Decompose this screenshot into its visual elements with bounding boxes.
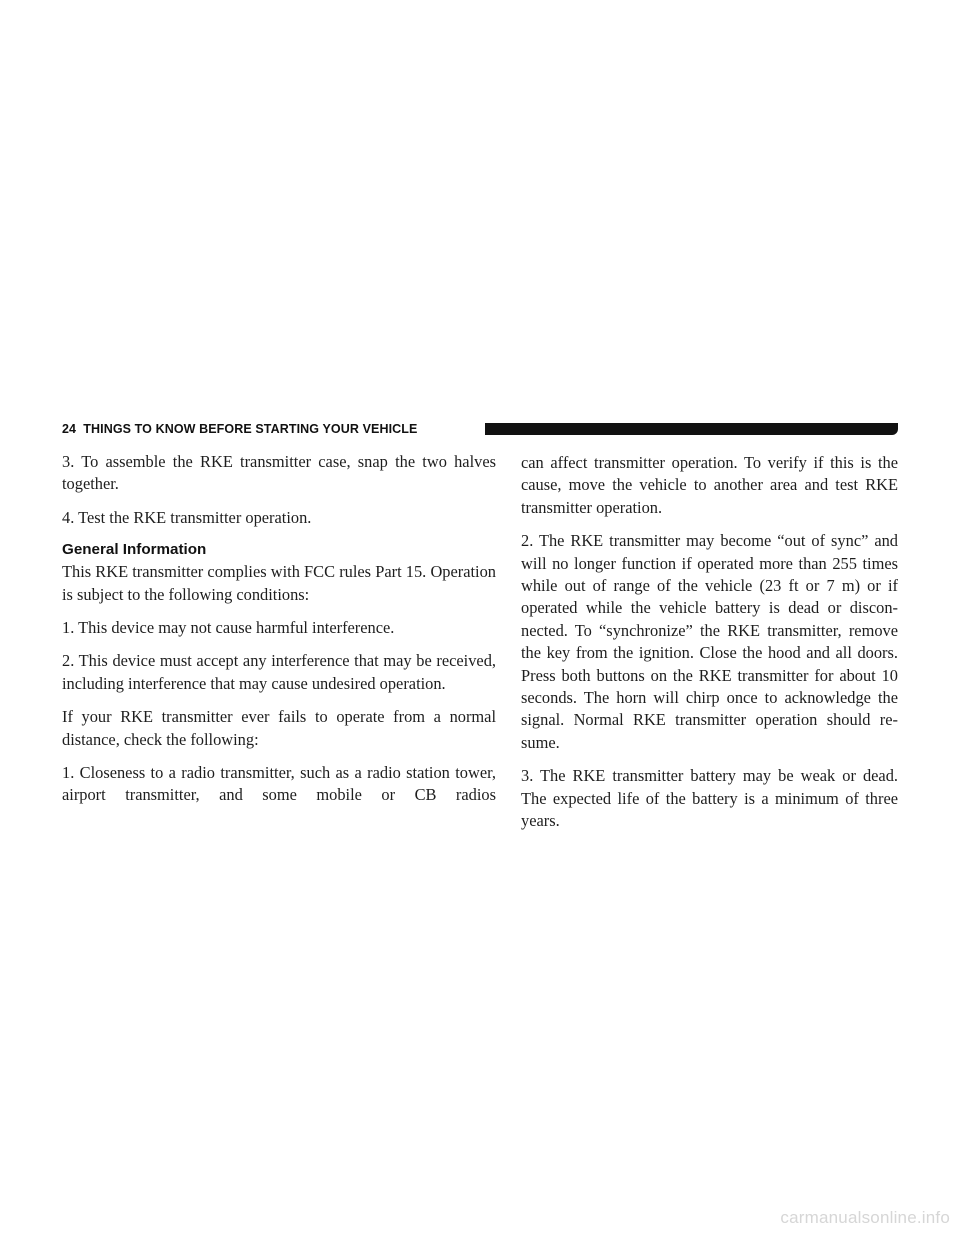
paragraph: 1. This device may not cause harmful interference. <box>62 618 395 638</box>
paragraph: 4. Test the RKE transmitter operation. <box>62 507 312 527</box>
paragraph: 1. Closeness to a radio transmitter, such as a radio station tower, airport transmitter, and some mobile or CB radios <box>62 763 496 805</box>
paragraph: 2. This device must accept any interference that may be received, including interference that may cause undesired operation. <box>62 651 496 693</box>
right-column <box>521 452 898 844</box>
page-header <box>62 421 898 437</box>
header-bar <box>485 423 898 435</box>
paragraph: 3. To assemble the RKE transmitter case, snap the two halves together. <box>62 452 496 494</box>
left-column <box>62 451 496 818</box>
page-number: 24 <box>62 422 77 436</box>
paragraph: This RKE transmitter complies with FCC rules Part 15. Operation is subject to the following conditions: <box>62 562 496 604</box>
paragraph: 3. The RKE transmitter battery may be weak or dead. The expected life of the battery is a minimum of three years. <box>521 766 898 831</box>
paragraph: 2. The RKE transmitter may become “out of sync” and will no longer function if operated more than 255 times while out of range of the vehicle (23 ft or 7 m) or if operated while the vehicle battery is dead or disconnected. To “synchronize” the RKE transmitter, remove the key from the ignition. Close the hood and all doors. Press both buttons on the RKE transmitter for about 10 seconds. The horn will chirp once to acknowledge the signal. Normal RKE transmitter operation should resume. <box>521 531 898 752</box>
watermark: carmanualsonline.info <box>780 1208 950 1227</box>
paragraph: can affect transmitter operation. To verify if this is the cause, move the vehicle to another area and test RKE transmitter operation. <box>521 453 898 517</box>
header-title <box>62 421 417 437</box>
section-heading: General Information <box>62 541 207 559</box>
paragraph: If your RKE transmitter ever fails to operate from a normal distance, check the following: <box>62 707 496 749</box>
chapter-title: THINGS TO KNOW BEFORE STARTING YOUR VEHICLE <box>83 422 418 436</box>
